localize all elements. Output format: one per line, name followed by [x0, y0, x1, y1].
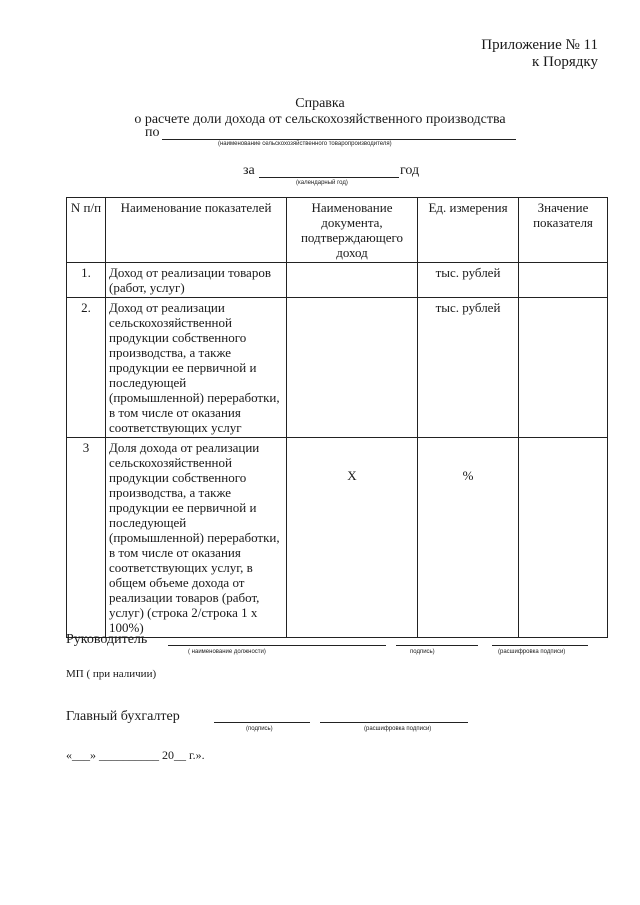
- accountant-decode-caption: (расшифровка подписи): [364, 726, 432, 732]
- row-value[interactable]: [519, 438, 608, 638]
- row-document[interactable]: [287, 298, 418, 438]
- po-label: по: [145, 125, 160, 140]
- accountant-label: Главный бухгалтер: [66, 709, 180, 724]
- head-decode-field[interactable]: [492, 645, 588, 646]
- row-document: X: [287, 438, 418, 638]
- year-caption: (календарный год): [296, 180, 348, 186]
- indicators-table: [66, 197, 608, 638]
- row-value[interactable]: [519, 298, 608, 438]
- table-row: [67, 263, 608, 298]
- table-header-row: [67, 198, 608, 263]
- producer-caption: (наименование сельскохозяйственного товаропроизводителя): [218, 141, 392, 147]
- header-value: Значение показателя: [519, 198, 608, 263]
- head-signature-field[interactable]: [396, 645, 478, 646]
- appendix-number: Приложение № 11: [481, 37, 598, 53]
- row-number: 1.: [67, 263, 106, 298]
- row-indicator-name: Доля дохода от реализации сельскохозяйственной продукции собственного производства, а также продукции ее первичной и последующей (промышленной) переработки, в том числе от оказания соответствующих услуг, в общем объеме дохода от реализации товаров (работ, услуг) (строка 2/строка 1 x 100%): [106, 438, 287, 638]
- appendix-reference: к Порядку: [532, 54, 598, 70]
- row-document[interactable]: [287, 263, 418, 298]
- za-label: за: [243, 163, 255, 178]
- header-number: N п/п: [67, 198, 106, 263]
- row-indicator-name: Доход от реализации сельскохозяйственной продукции собственного производства, а также продукции ее первичной и последующей (промышленной) переработки, в том числе от оказания соответствующих услуг: [106, 298, 287, 438]
- header-unit: Ед. измерения: [418, 198, 519, 263]
- row-value[interactable]: [519, 263, 608, 298]
- document-title: Справка: [295, 96, 345, 111]
- head-position-field[interactable]: [168, 645, 386, 646]
- producer-name-field[interactable]: [162, 139, 516, 140]
- god-label: год: [400, 163, 420, 178]
- signature-caption: подпись): [410, 649, 435, 655]
- decode-caption: (расшифровка подписи): [498, 649, 566, 655]
- document-subtitle: о расчете доли дохода от сельскохозяйственного производства: [134, 112, 506, 127]
- head-label: Руководитель: [66, 632, 148, 647]
- position-caption: ( наименование должности): [188, 649, 266, 655]
- row-unit: тыс. рублей: [418, 298, 519, 438]
- accountant-signature-caption: (подпись): [246, 726, 273, 732]
- year-field[interactable]: [259, 177, 399, 178]
- row-number: 2.: [67, 298, 106, 438]
- row-unit: тыс. рублей: [418, 263, 519, 298]
- date-line[interactable]: «___» __________ 20__ г.».: [66, 748, 205, 762]
- row-indicator-name: Доход от реализации товаров (работ, услуг): [106, 263, 287, 298]
- row-unit: %: [418, 438, 519, 638]
- stamp-label: МП ( при наличии): [66, 668, 157, 680]
- accountant-decode-field[interactable]: [320, 722, 468, 723]
- table-row: [67, 438, 608, 638]
- table-row: [67, 298, 608, 438]
- accountant-signature-field[interactable]: [214, 722, 310, 723]
- header-document-name: Наименование документа, подтверждающего доход: [287, 198, 418, 263]
- row-number: 3: [67, 438, 106, 638]
- appendix-header: [481, 37, 598, 71]
- header-indicator-name: Наименование показателей: [106, 198, 287, 263]
